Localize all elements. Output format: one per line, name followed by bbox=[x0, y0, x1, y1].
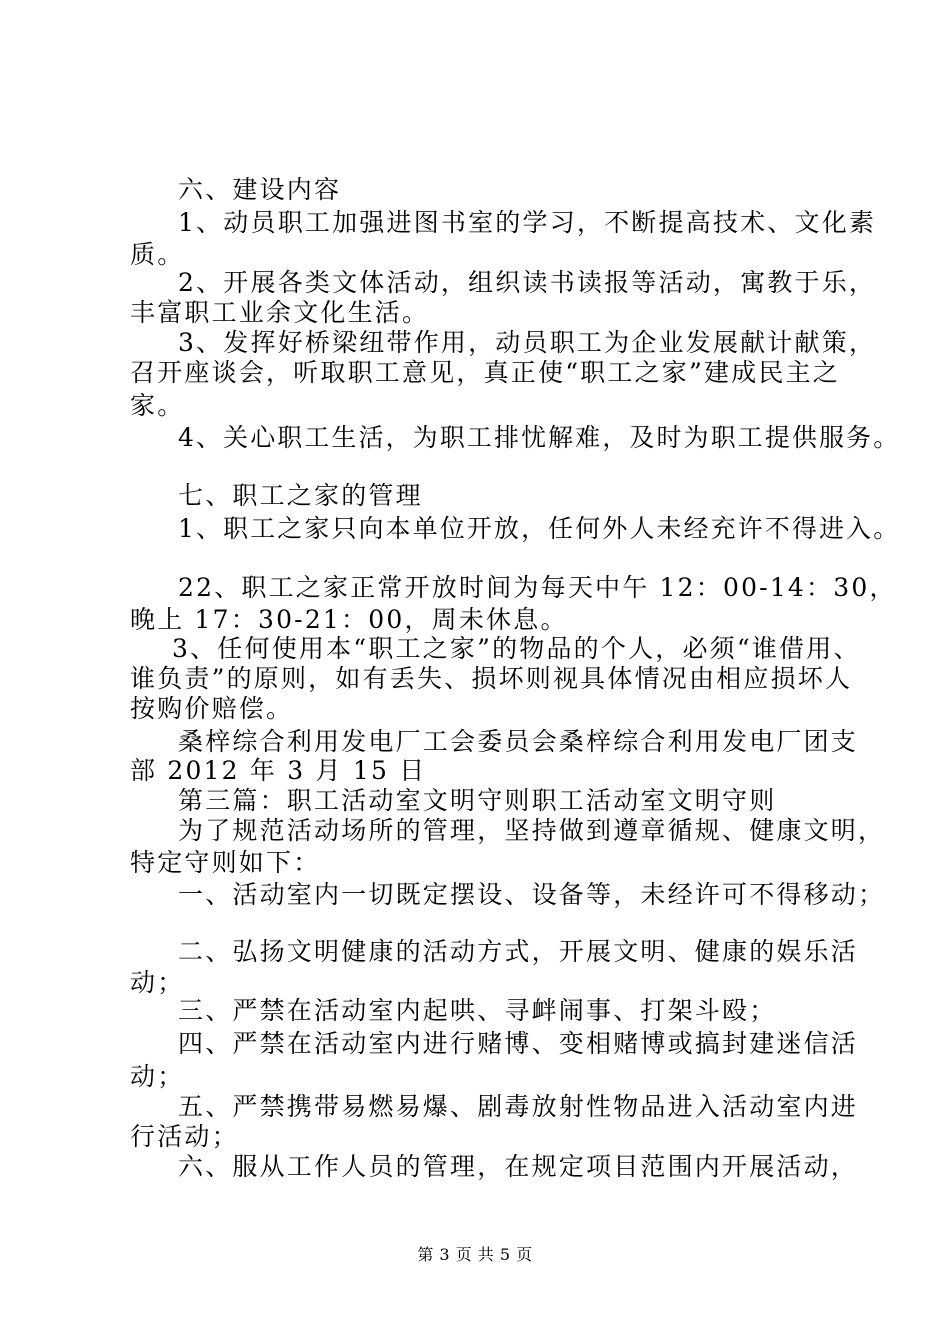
rule-2-line2: 动； bbox=[130, 968, 185, 997]
rule-5-line1: 五、严禁携带易燃易爆、剧毒放射性物品进入活动室内进 bbox=[178, 1092, 859, 1121]
section6-item2-line1: 2、开展各类文体活动，组织读书读报等活动，寓教于乐， bbox=[178, 268, 877, 297]
section6-item2-line2: 丰富职工业余文化生活。 bbox=[130, 298, 430, 327]
part3-intro-line2: 特定守则如下： bbox=[130, 848, 321, 877]
page-number-footer: 第 3 页 共 5 页 bbox=[417, 1245, 533, 1264]
section7-item1-line1: 1、职工之家只向本单位开放，任何外人未经充许不得进入。 bbox=[178, 514, 901, 543]
signature-line2: 部 2012 年 3 月 15 日 bbox=[130, 756, 427, 785]
rule-6-line1: 六、服从工作人员的管理，在规定项目范围内开展活动， bbox=[178, 1152, 859, 1181]
rule-5-line2: 行活动； bbox=[130, 1122, 239, 1151]
part3-title: 第三篇：职工活动室文明守则职工活动室文明守则 bbox=[178, 786, 777, 815]
section6-item3-line1: 3、发挥好桥梁纽带作用，动员职工为企业发展献计献策， bbox=[178, 328, 877, 357]
signature-line1: 桑梓综合利用发电厂工会委员会桑梓综合利用发电厂团支 bbox=[178, 727, 859, 756]
rule-2-line1: 二、弘扬文明健康的活动方式，开展文明、健康的娱乐活 bbox=[178, 937, 859, 966]
section7-item2-line1: 22、职工之家正常开放时间为每天中午 12：00-14：30， bbox=[178, 573, 897, 602]
section6-item1-line2: 质。 bbox=[130, 240, 185, 269]
part3-intro-line1: 为了规范活动场所的管理，坚持做到遵章循规、健康文明， bbox=[178, 816, 886, 845]
section7-item3-line2: 谁负责”的原则，如有丢失、损坏则视具体情况由相应损坏人 bbox=[130, 664, 853, 693]
section6-item3-line3: 家。 bbox=[130, 391, 185, 420]
section7-item3-line1: 3、任何使用本“职工之家”的物品的个人，必须“谁借用、 bbox=[172, 634, 861, 663]
rule-1: 一、活动室内一切既定摆设、设备等，未经许可不得移动； bbox=[178, 880, 886, 909]
rule-4-line2: 动； bbox=[130, 1062, 185, 1091]
section7-item2-line2: 晚上 17：30-21：00，周未休息。 bbox=[130, 605, 568, 634]
rule-4-line1: 四、严禁在活动室内进行赌博、变相赌博或搞封建迷信活 bbox=[178, 1029, 859, 1058]
section6-heading: 六、建设内容 bbox=[178, 175, 342, 204]
rule-3: 三、严禁在活动室内起哄、寻衅闹事、打架斗殴； bbox=[178, 996, 777, 1025]
section7-heading: 七、职工之家的管理 bbox=[178, 481, 423, 510]
section6-item3-line2: 召开座谈会，听取职工意见，真正使“职工之家”建成民主之 bbox=[130, 358, 840, 387]
section6-item4-line1: 4、关心职工生活，为职工排忧解难，及时为职工提供服务。 bbox=[178, 423, 901, 452]
section7-item3-line3: 按购价赔偿。 bbox=[130, 694, 294, 723]
section6-item1-line1: 1、动员职工加强进图书室的学习，不断提高技术、文化素 bbox=[178, 208, 877, 237]
